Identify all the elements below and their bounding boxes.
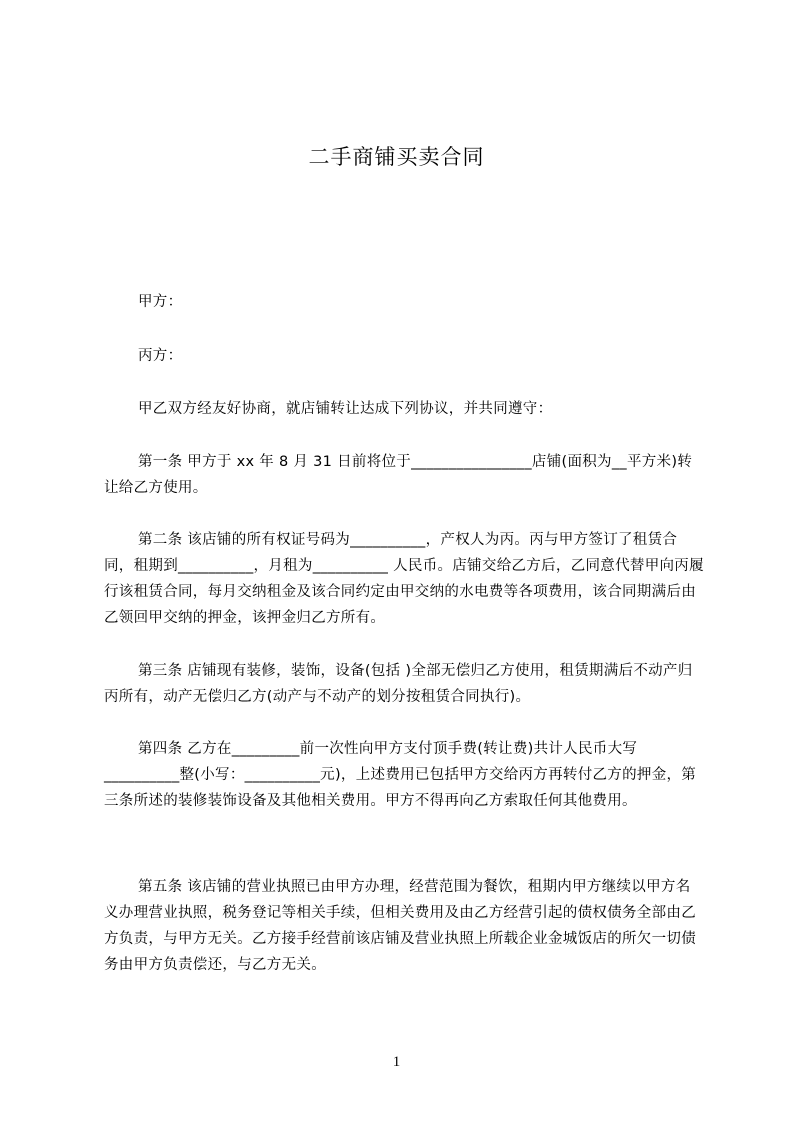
intro-paragraph: 甲乙双方经友好协商，就店铺转让达成下列协议，并共同遵守： bbox=[138, 401, 553, 417]
article-3: 第三条 店铺现有装修，装饰，设备(包括 )全部无偿归乙方使用，租赁期满后不动产归丙所有，动产无偿归乙方(动产与不动产的划分按租赁合同执行)。 bbox=[104, 663, 693, 705]
page-number: 1 bbox=[392, 1054, 401, 1070]
party-a-line: 甲方： bbox=[138, 294, 183, 310]
document-title: 二手商铺买卖合同 bbox=[308, 145, 485, 169]
party-c-line: 丙方： bbox=[138, 348, 183, 364]
article-1: 第一条 甲方于 xx 年 8 月 31 日前将位于________________店铺(面积为__平方米)转让给乙方使用。 bbox=[104, 454, 693, 496]
article-4: 第四条 乙方在_________前一次性向甲方支付顶手费(转让费)共计人民币大写__________整(小写：__________元)，上述费用已包括甲方交给丙方再转付乙方的押金，第三条所述的装修装饰设备及其他相关费用。甲方不得再向乙方索取任何其他费用。 bbox=[104, 741, 697, 809]
article-5: 第五条 该店铺的营业执照已由甲方办理，经营范围为餐饮，租期内甲方继续以甲方名义办理营业执照，税务登记等相关手续，但相关费用及由乙方经营引起的债权债务全部由乙方负责，与甲方无关。乙方接手经营前该店铺及营业执照上所载企业金城饭店的所欠一切债务由甲方负责偿还，与乙方无关。 bbox=[104, 879, 696, 973]
article-2: 第二条 该店铺的所有权证号码为__________，产权人为丙。丙与甲方签订了租赁合同，租期到__________，月租为__________ 人民币。店铺交给乙方后，乙同意代替甲向丙履行该租赁合同，每月交纳租金及该合同约定由甲交纳的水电费等各项费用，该合同期满后由乙领回甲交纳的押金，该押金归乙方所有。 bbox=[104, 532, 704, 626]
